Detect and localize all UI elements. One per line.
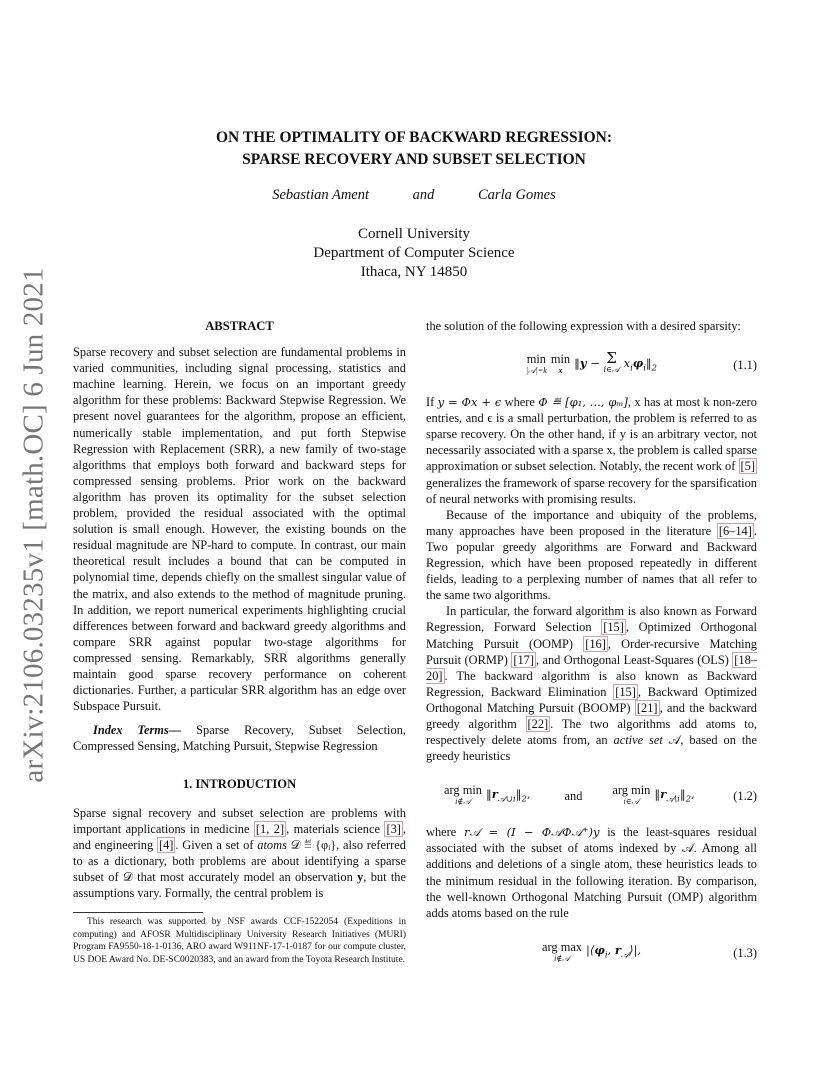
paper-title: [0, 127, 828, 171]
equation-1-1-body: ‖y − Σ i∈𝒜 $x_i\varphi_i‖_2$: [574, 349, 658, 375]
equation-1-2-and: and: [564, 789, 583, 804]
citation-link[interactable]: [16]: [585, 636, 606, 651]
equation-1-2-left: $‖r_{𝒜\cup i}‖_2$,: [485, 786, 531, 804]
equation-1-3: arg max i∉𝒜 $|⟨\varphi_i$, $r_𝒜⟩|$, (1.3): [542, 939, 757, 963]
author-2: Carla Gomes: [478, 187, 556, 203]
intro-heading: 1. INTRODUCTION: [182, 777, 297, 792]
equation-1-3-body: $|⟨\varphi_i$, $r_𝒜⟩|$,: [586, 943, 641, 961]
right-para-2: Because of the importance and ubiquity of the problems, many approaches have been proposed in the literature [6–14] . Two popular greedy algorithms are Forward and Backward Regression, which have been proposed repeatedly in different fields, leading to a perplexing number of names that all refer to the same two algorithms.: [426, 507, 757, 603]
right-column: [426, 318, 757, 967]
intro-paragraph: Sparse signal recovery and subset selection are problems with important applications in medicine [1, 2] , materials science [3] , and engineering [4] . Given a set of atoms 𝒟 ≝ {φᵢ}, also referred to as a dictionary, both problems are about identifying a sparse subset of 𝒟 that most accurately model an observation y, but the assumptions vary. Formally, the central problem is: [73, 805, 407, 900]
index-terms-text: Sparse Recovery, Subset Selection, Compressed Sensing, Matching Pursuit, Stepwise Regression: [73, 723, 406, 754]
equation-1-2: arg min i∉𝒜 $‖r_{𝒜\cup i}‖_2$, and arg min i∈𝒜 $‖r_{𝒜\backslash i}‖_2$, (1.2): [444, 783, 757, 807]
affiliation-line-1: Cornell University: [357, 226, 471, 242]
equation-number: (1.1): [733, 358, 757, 373]
citation-link[interactable]: [18–20]: [426, 652, 757, 683]
citation-link[interactable]: [4]: [158, 837, 174, 852]
title-line-2: SPARSE RECOVERY AND SUBSET SELECTION: [242, 151, 586, 168]
equation-1-1: min |𝒜|=k min x ‖y − Σ i∈𝒜 $x_i\varphi_i‖_2$ (1.1): [525, 349, 757, 376]
abstract-heading: ABSTRACT: [205, 319, 274, 333]
abstract-body: Sparse recovery and subset selection are fundamental problems in varied communities, including signal processing, statistics and machine learning. Herein, we focus on an important greedy algorithm for these problems: Backward Stepwise Regression. We present novel guarantees for the algorithm, propose an efficient, numerically stable implementation, and put forth Stepwise Regression with Replacement (SRR), a new family of two-stage algorithms that employs both forward and backward steps for compressed sensing problems. Prior work on the backward algorithm has proven its optimality for the subset selection problem, provided the residual associated with the optimal solution is small enough. However, the existing bounds on the residual magnitude are NP-hard to compute. In contrast, our main theoretical result includes a bound that can be computed in polynomial time, depends chiefly on the smallest singular value of the matrix, and also extends to the method of magnitude pruning. In addition, we report numerical experiments highlighting crucial differences between forward and backward greedy algorithms and compare SRR against popular two-stage algorithms for compressed sensing. Remarkably, SRR algorithms generally maintain good sparse recovery performance on coherent dictionaries. Further, a particular SRR algorithm has an edge over Subspace Pursuit.: [73, 345, 406, 714]
equation-number: (1.2): [733, 789, 757, 804]
affiliation-line-3: Ithaca, NY 14850: [360, 264, 468, 280]
title-line-1: ON THE OPTIMALITY OF BACKWARD REGRESSION:: [215, 129, 613, 146]
equation-1-2-right: $‖r_{𝒜\backslash i}‖_2$,: [654, 786, 695, 804]
citation-link[interactable]: [3]: [386, 821, 401, 836]
right-para-4: where r𝒜 = (I − Φ𝒜Φ𝒜⁺)y is the least-squares residual associated with the subset of atoms indexed by 𝒜. Among all additions and deletions of a single atom, these heuristics leads to the minimum residual in the following iteration. By comparison, the well-known Orthogonal Matching Pursuit (OMP) algorithm adds atoms based on the rule: [426, 825, 757, 920]
author-1: Sebastian Ament: [272, 187, 370, 203]
right-para-1: If y = Φx + ϵ where Φ ≝ [φ₁, ..., φₘ], x has at most k non-zero entries, and ϵ is a small perturbation, the problem is referred to as sparse recovery. On the other hand, if y is an arbitrary vector, not necessarily associated with a sparse x, the problem is called sparse approximation or subset selection. Notably, the recent work of [5] generalizes the framework of sparse recovery for the sparsification of neural networks with promising results.: [426, 395, 757, 506]
footnote-rule: [73, 912, 203, 913]
right-para-0: the solution of the following expression with a desired sparsity:: [426, 319, 741, 333]
citation-link[interactable]: [6–14]: [718, 523, 752, 538]
citation-link[interactable]: [15]: [615, 684, 636, 699]
index-terms-label: Index Terms—: [93, 723, 182, 738]
citation-link[interactable]: [21]: [636, 700, 658, 715]
index-terms: [73, 722, 406, 754]
arxiv-stamp: arXiv:2106.03235v1 [math.OC] 6 Jun 2021: [17, 267, 50, 783]
equation-number: (1.3): [733, 945, 757, 960]
citation-link[interactable]: [15]: [603, 620, 624, 635]
footnote: This research was supported by NSF awards CCF-1522054 (Expeditions in computing) and AFOSR Multidisciplinary University Research Initiatives (MURI) Program FA9550-18-1-0136, ARO award W911NF-17-1-0187 for our compute cluster, US DOE Award No. DE-SC0020383, and an award from the Toyota Research Institute.: [73, 917, 406, 965]
citation-link[interactable]: [1, 2]: [255, 821, 285, 836]
left-column: [73, 318, 406, 901]
authors: [0, 187, 828, 204]
citation-link[interactable]: [22]: [527, 716, 549, 731]
right-para-3: In particular, the forward algorithm is also known as Forward Regression, Forward Selection [15] , Optimized Orthogonal Matching Pursuit (OOMP) [16] , Order-recursive Matching Pursuit (ORMP) [17] , and Orthogonal Least-Squares (OLS) [18–20] . The backward algorithm is also known as Backward Regression, Backward Elimination [15] , Backward Optimized Orthogonal Matching Pursuit (BOOMP) [21] , and the backward greedy algorithm [22] . The two algorithms add atoms to, respectively delete atoms from, an active set 𝒜, based on the greedy heuristics: [426, 604, 758, 764]
affiliation-line-2: Department of Computer Science: [313, 245, 515, 261]
author-and: and: [412, 187, 435, 203]
citation-link[interactable]: [5]: [740, 459, 755, 474]
citation-link[interactable]: [17]: [513, 652, 534, 667]
affiliation: [0, 225, 828, 282]
